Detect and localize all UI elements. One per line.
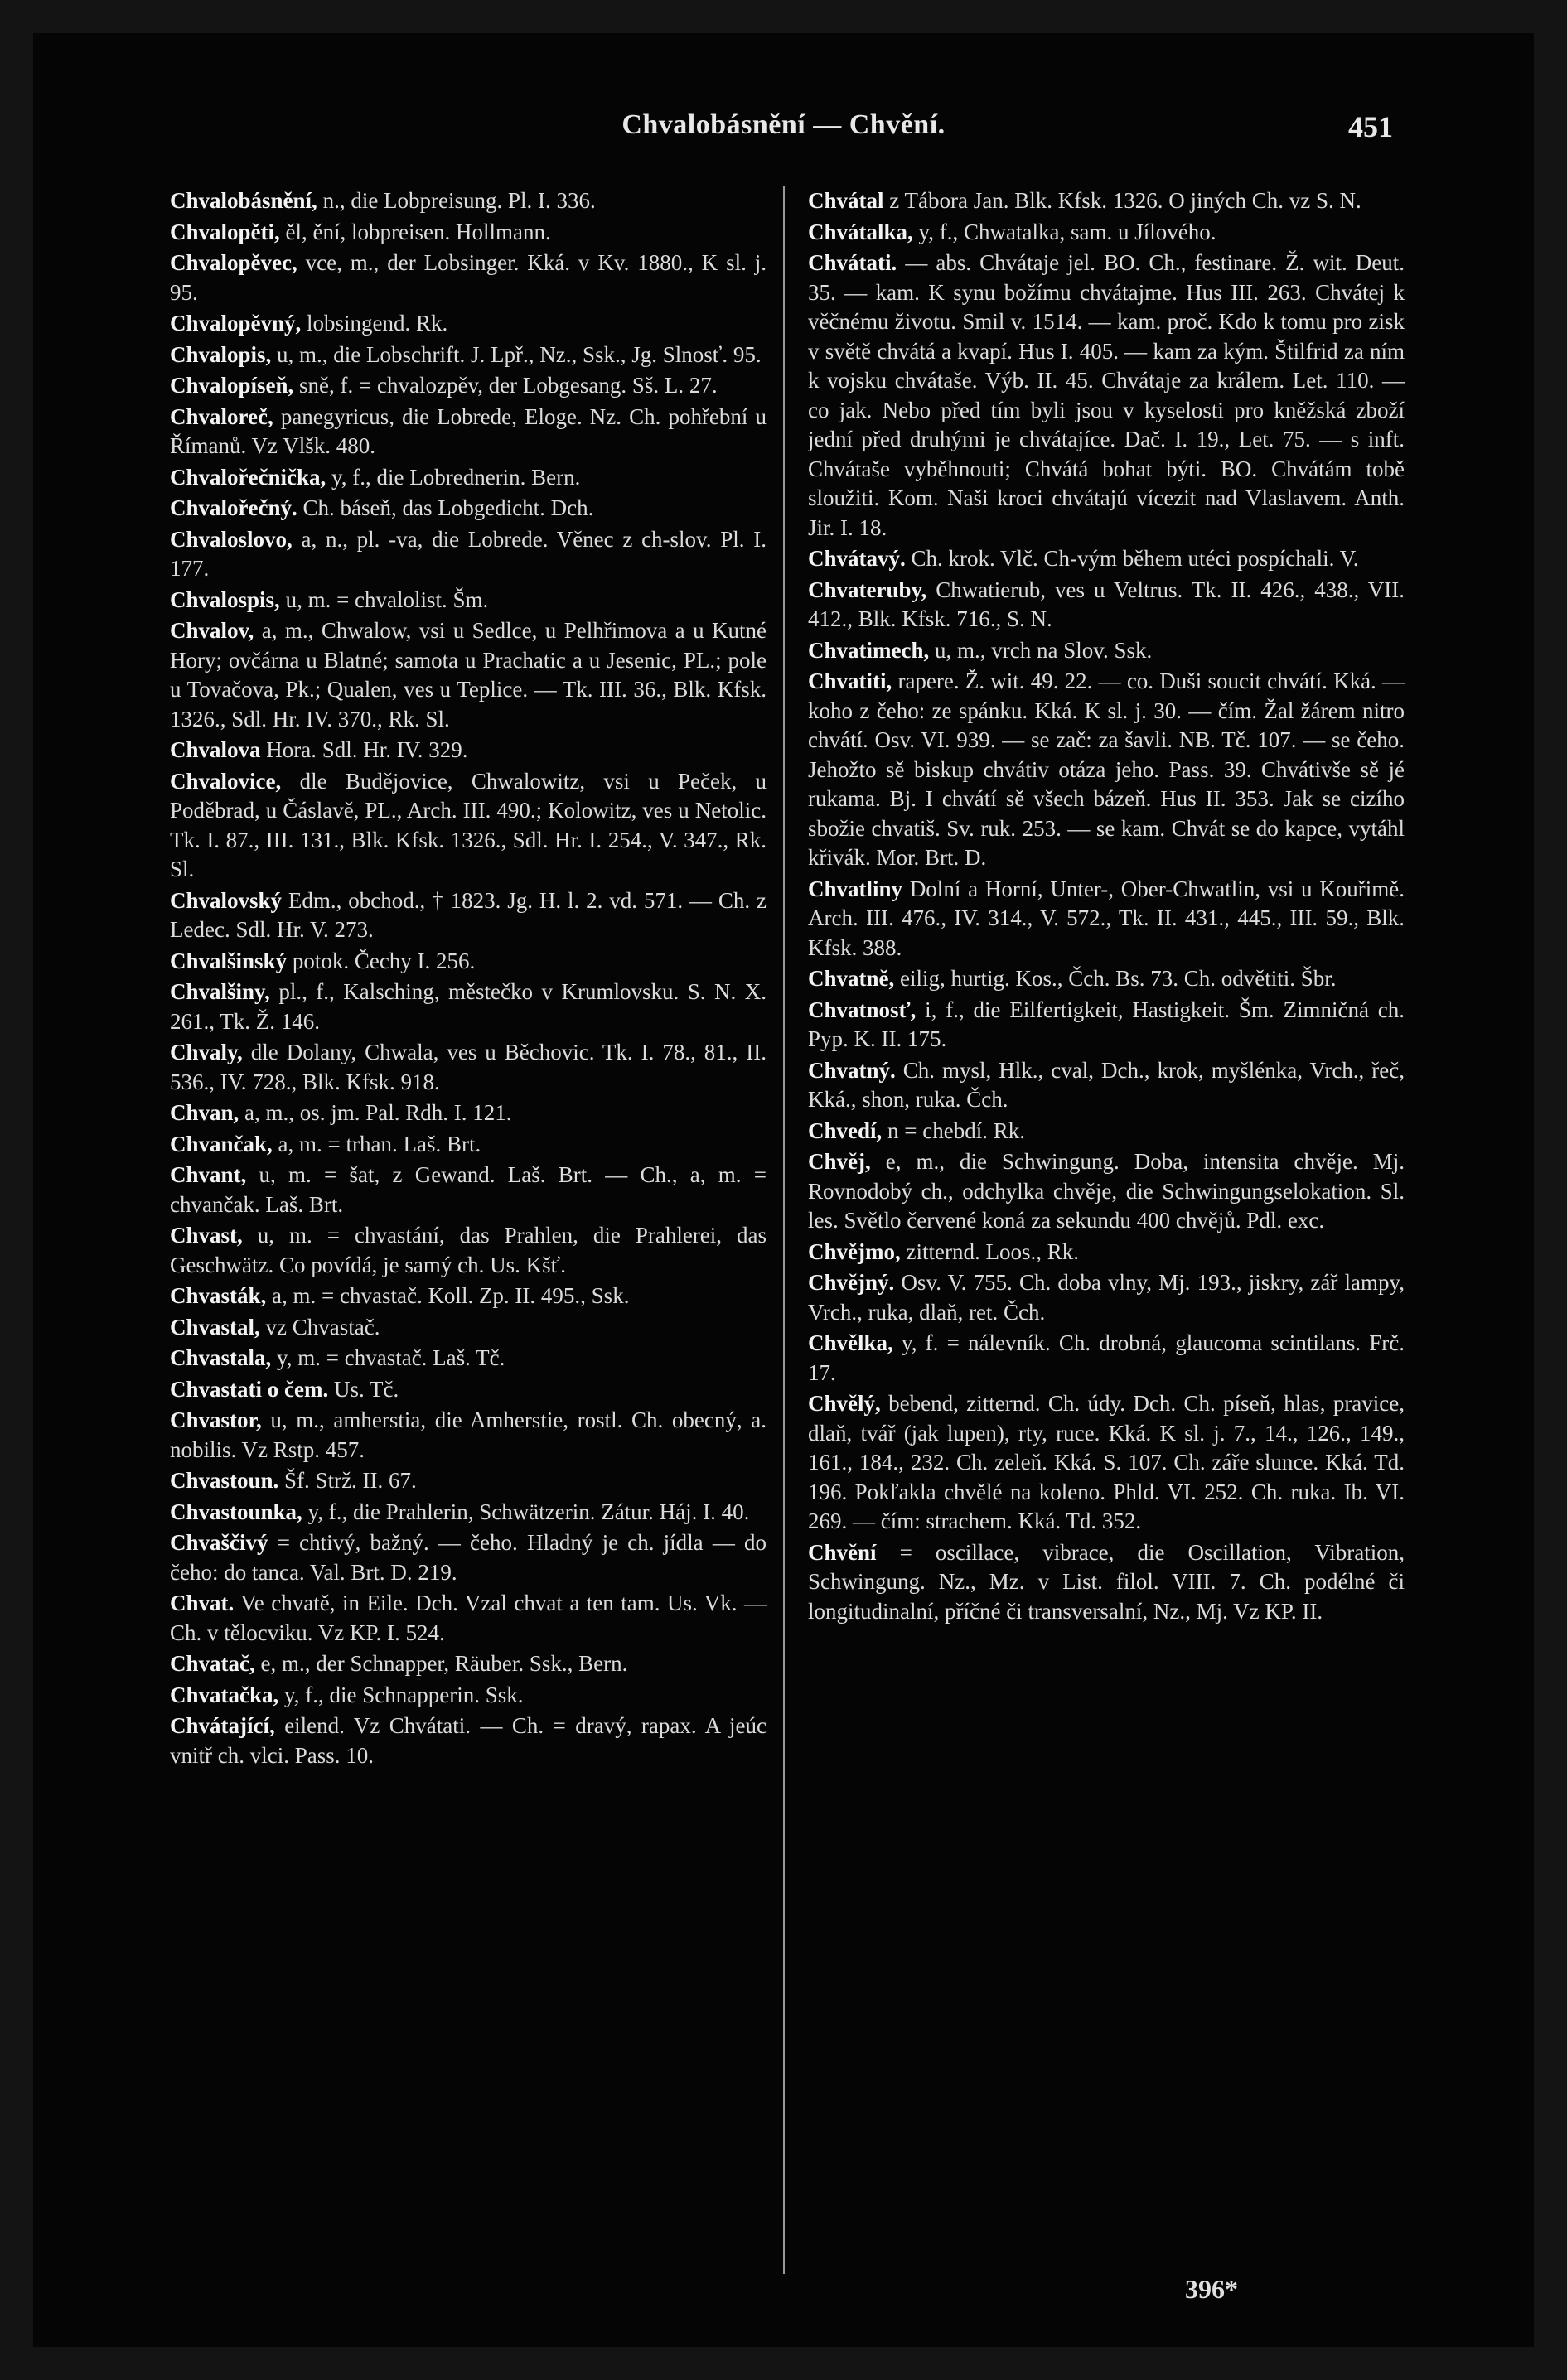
entry-headword: Chvastounka, (170, 1499, 302, 1524)
dictionary-entry (808, 1329, 1405, 1388)
entry-text: e, m., die Schwingung. Doba, intensita chvěje. Mj. Rovnodobý ch., odchylka chvěje, die Schwingungselokation. Sl. les. Světlo červené koná za sekundu 400 chvějů. Pdl. exc. (808, 1149, 1405, 1233)
entry-headword: Chvěj, (808, 1149, 871, 1174)
entry-text: a, m., os. jm. Pal. Rdh. I. 121. (244, 1100, 512, 1125)
dictionary-page (33, 33, 1534, 2347)
dictionary-entry (808, 1117, 1405, 1147)
entry-text: dle Budějovice, Chwalowitz, vsi u Peček, u Poděbrad, u Čáslavě, PL., Arch. III. 490.; Kolowitz, ves u Netolic. Tk. I. 87., III. 131., Blk. Kfsk. 1326., Sdl. Hr. I. 254., V. 347., Rk. Sl. (170, 768, 767, 881)
entry-headword: Chvělka, (808, 1330, 893, 1355)
entry-headword: Chvátalka, (808, 219, 913, 244)
dictionary-entry (808, 636, 1405, 666)
entry-text: a, n., pl. -va, die Lobrede. Věnec z ch-slov. Pl. I. 177. (170, 526, 767, 581)
dictionary-entry (170, 767, 767, 885)
entry-text: n., die Lobpreisung. Pl. I. 336. (322, 188, 596, 213)
entry-headword: Chvast, (170, 1223, 243, 1248)
entry-headword: Chvastoun. (170, 1468, 279, 1493)
entry-headword: Chvalopěti, (170, 219, 280, 244)
dictionary-entry (170, 736, 767, 765)
dictionary-entry (170, 1038, 767, 1097)
dictionary-entry (170, 586, 767, 616)
entry-text: u, m., vrch na Slov. Ssk. (934, 637, 1153, 663)
dictionary-entry (170, 1313, 767, 1343)
entry-text: Ch. krok. Vlč. Ch-vým během utéci pospíchali. V. (911, 546, 1359, 571)
entry-text: dle Dolany, Chwala, ves u Běchovic. Tk. I. 78., 81., II. 536., IV. 728., Blk. Kfsk. 918. (170, 1040, 767, 1094)
entry-headword: Chvalopis, (170, 341, 272, 367)
entry-text: sně, f. = chvalozpěv, der Lobgesang. Sš. L. 27. (299, 373, 718, 398)
dictionary-entry (170, 616, 767, 734)
entry-text: u, m. = chvastání, das Prahlen, die Prahlerei, das Geschwätz. Co povídá, je samý ch. Us. Kšť. (170, 1223, 767, 1277)
entry-text: eilig, hurtig. Kos., Čch. Bs. 73. Ch. odvětiti. Šbr. (900, 966, 1337, 991)
dictionary-entry (808, 249, 1405, 543)
dictionary-entry (170, 1649, 767, 1679)
entry-text: u, m., amherstia, die Amherstie, rostl. Ch. obecný, a. nobilis. Vz Rstp. 457. (170, 1407, 767, 1462)
left-column (170, 186, 767, 2274)
dictionary-entry (170, 1498, 767, 1528)
entry-headword: Chvalopěvný, (170, 311, 302, 336)
entry-headword: Chvalospis, (170, 587, 280, 612)
entry-text: u, m. = šat, z Gewand. Laš. Brt. — Ch., a, m. = chvančak. Laš. Brt. (170, 1162, 767, 1217)
dictionary-entry (808, 1389, 1405, 1537)
entry-headword: Chvastor, (170, 1407, 262, 1432)
column-divider (783, 186, 785, 2274)
entry-headword: Chvalořečnička, (170, 464, 326, 490)
dictionary-entry (808, 996, 1405, 1055)
entry-headword: Chvaloslovo, (170, 526, 293, 552)
entry-headword: Chvalořečný. (170, 495, 297, 520)
entry-headword: Chvatnosť, (808, 997, 917, 1022)
entry-text: Ch. mysl, Hlk., cval, Dch., krok, myšlénka, Vrch., řeč, Kká., shon, ruka. Čch. (808, 1057, 1405, 1112)
entry-headword: Chvátal (808, 188, 884, 213)
dictionary-entry (170, 1681, 767, 1711)
entry-headword: Chvalobásnění, (170, 188, 317, 213)
dictionary-entry (170, 463, 767, 493)
dictionary-entry (170, 1711, 767, 1770)
dictionary-entry (808, 875, 1405, 963)
entry-headword: Chvalova (170, 737, 261, 762)
entry-headword: Chvastati o čem. (170, 1376, 329, 1402)
dictionary-entry (808, 1056, 1405, 1115)
entry-text: Dolní a Horní, Unter-, Ober-Chwatlin, vsi u Kouřimě. Arch. III. 476., IV. 314., V. 572., Tk. II. 431., 445., III. 59., Blk. Kfsk. 388. (808, 876, 1405, 960)
entry-headword: Chvant, (170, 1162, 247, 1187)
entry-headword: Chvatimech, (808, 637, 930, 663)
entry-text: eilend. Vz Chvátati. — Ch. = dravý, rapax. A jeúc vnitř ch. vlci. Pass. 10. (170, 1713, 767, 1768)
entry-text: Edm., obchod., † 1823. Jg. H. l. 2. vd. 571. — Ch. z Ledec. Sdl. Hr. V. 273. (170, 887, 767, 942)
entry-text: Ve chvatě, in Eile. Dch. Vzal chvat a ten tam. Us. Vk. — Ch. v tělocviku. Vz KP. I. 524. (170, 1591, 767, 1645)
dictionary-entry (170, 403, 767, 461)
dictionary-entry (170, 1466, 767, 1496)
entry-text: y, m. = chvastač. Laš. Tč. (277, 1345, 505, 1370)
entry-text: a, m. = trhan. Laš. Brt. (278, 1131, 481, 1156)
entry-text: zitternd. Loos., Rk. (906, 1238, 1079, 1264)
dictionary-entry (170, 1589, 767, 1648)
entry-text: Ch. báseň, das Lobgedicht. Dch. (302, 495, 594, 520)
entry-headword: Chvat. (170, 1591, 235, 1615)
entry-text: pl., f., Kalsching, městečko v Krumlovsku. S. N. X. 261., Tk. Ž. 146. (170, 979, 767, 1034)
dictionary-entry (170, 309, 767, 339)
dictionary-entry (170, 1528, 767, 1587)
entry-headword: Chvastal, (170, 1314, 260, 1340)
entry-text: lobsingend. Rk. (307, 311, 448, 336)
entry-text: vz Chvastač. (265, 1314, 380, 1340)
entry-headword: Chvátati. (808, 250, 897, 275)
entry-headword: Chvedí, (808, 1118, 883, 1143)
entry-headword: Chvatačka, (170, 1682, 279, 1707)
dictionary-entry (808, 576, 1405, 635)
dictionary-entry (170, 1406, 767, 1465)
entry-text: y, f. = nálevník. Ch. drobná, glaucoma scintilans. Frč. 17. (808, 1330, 1405, 1385)
dictionary-entry (170, 1161, 767, 1219)
entry-headword: Chvasták, (170, 1283, 267, 1308)
entry-text: a, m., Chwalow, vsi u Sedlce, u Pelhřimova a u Kutné Hory; ovčárna u Blatné; samota u Prachatic a u Jesenic, PL.; pole u Tovačova, Pk.; Qualen, ves u Teplice. — Tk. III. 36., Blk. Kfsk. 1326., Sdl. Hr. IV. 370., Rk. Sl. (170, 618, 767, 731)
dictionary-entry (170, 1130, 767, 1160)
entry-headword: Chvátající, (170, 1713, 275, 1738)
entry-headword: Chvějný. (808, 1270, 895, 1295)
entry-headword: Chvateruby, (808, 577, 927, 602)
entry-text: vce, m., der Lobsinger. Kká. v Kv. 1880., K sl. j. 95. (170, 250, 767, 305)
dictionary-entry (808, 964, 1405, 994)
entry-text: i, f., die Eilfertigkeit, Hastigkeit. Šm. Zimničná ch. Pyp. K. II. 175. (808, 997, 1405, 1051)
entry-headword: Chvátavý. (808, 546, 906, 571)
dictionary-entry (808, 186, 1405, 216)
entry-headword: Chvalovice, (170, 768, 282, 794)
entry-headword: Chvalopěvec, (170, 250, 297, 275)
entry-text: ěl, ění, lobpreisen. Hollmann. (285, 219, 551, 244)
entry-text: potok. Čechy I. 256. (292, 948, 476, 973)
entry-headword: Chvalopíseň, (170, 373, 294, 398)
entry-headword: Chvatiti, (808, 669, 892, 693)
entry-text: z Tábora Jan. Blk. Kfsk. 1326. O jiných Ch. vz S. N. (889, 188, 1361, 213)
dictionary-entry (170, 186, 767, 216)
dictionary-entry (808, 1147, 1405, 1236)
entry-headword: Chvění (808, 1539, 877, 1565)
entry-text: Chwatierub, ves u Veltrus. Tk. II. 426., 438., VII. 412., Blk. Kfsk. 716., S. N. (808, 577, 1405, 631)
dictionary-entry (170, 525, 767, 584)
entry-text: Us. Tč. (333, 1376, 399, 1402)
entry-headword: Chvatný. (808, 1057, 896, 1083)
dictionary-entry (170, 886, 767, 945)
entry-text: y, f., die Schnapperin. Ssk. (284, 1682, 524, 1707)
printer-signature: 396* (1185, 2274, 1238, 2304)
entry-headword: Chvan, (170, 1100, 239, 1125)
dictionary-entry (170, 494, 767, 524)
entry-text: panegyricus, die Lobrede, Eloge. Nz. Ch. pohřební u Římanů. Vz Vlšk. 480. (170, 403, 767, 458)
entry-text: u, m. = chvalolist. Šm. (285, 587, 489, 612)
entry-headword: Chvalovský (170, 887, 283, 913)
entry-headword: Chvastala, (170, 1345, 272, 1370)
dictionary-entry (170, 1098, 767, 1128)
entry-headword: Chvaloreč, (170, 403, 273, 429)
entry-text: — abs. Chvátaje jel. BO. Ch., festinare. Ž. wit. Deut. 35. — kam. K synu božímu chvátajme. Hus III. 263. Chvátej k věčnému životu. Smil v. 1514. — kam. proč. Kdo k tomu pro zisk v světě chvátá a kvapí. Hus I. 405. — kam za kým. Štilfrid za ním k vojsku chvátaše. Výb. II. 45. Chvátaje za králem. Let. 110. — co jak. Nebo před tím byli jsou v kyselosti pro kněžská zboží jední před druhými je chvátajíce. Dač. I. 19., Let. 75. — s inft. Chvátaše vyběhnouti; Chvátá bohat býti. BO. Chvátám tobě sloužiti. Kom. Naši kroci chvátajú vícezit nad Vlaslavem. Anth. Jir. I. 18. (808, 250, 1405, 540)
dictionary-entry (808, 1238, 1405, 1267)
dictionary-entry (170, 1282, 767, 1311)
entry-headword: Chvančak, (170, 1131, 273, 1156)
entry-text: Šf. Strž. II. 67. (284, 1468, 417, 1493)
entry-headword: Chvělý, (808, 1391, 881, 1416)
entry-text: u, m., die Lobschrift. J. Lpř., Nz., Ssk., Jg. Slnosť. 95. (277, 341, 762, 367)
dictionary-entry (170, 340, 767, 370)
entry-headword: Chvatně, (808, 966, 895, 991)
entry-headword: Chvalšinský (170, 948, 288, 973)
dictionary-entry (808, 1268, 1405, 1327)
entry-text: Osv. V. 755. Ch. doba vlny, Mj. 193., jiskry, zář lampy, Vrch., ruka, dlaň, ret. Čch. (808, 1270, 1405, 1325)
entry-text: Hora. Sdl. Hr. IV. 329. (266, 737, 468, 762)
entry-headword: Chvaly, (170, 1040, 243, 1064)
page-title: Chvalobásnění — Chvění. (621, 109, 946, 140)
dictionary-entry (808, 1538, 1405, 1627)
dictionary-entry (808, 667, 1405, 873)
page-number: 451 (1348, 110, 1393, 143)
dictionary-entry (170, 1344, 767, 1373)
entry-text: rapere. Ž. wit. 49. 22. — co. Duši soucit chvátí. Kká. — koho z čeho: ze spánku. Kká. K sl. j. 30. — čím. Žal žárem nitro chvátí. Osv. VI. 939. — se zač: za šavli. NB. Tč. 107. — se čeho. Jehožto sě biskup chvátiv otáza jeho. Pass. 39. Chvátivše sě jé rukama. Bj. I chvátí sě všech bázeň. Hus II. 353. Jak se cizího sbožie chvatiš. Sv. ruk. 253. — se kam. Chvát se do kapce, vytáhl křivák. Mor. Brt. D. (808, 669, 1405, 870)
entry-headword: Chvějmo, (808, 1238, 901, 1264)
entry-text: e, m., der Schnapper, Räuber. Ssk., Bern. (260, 1651, 628, 1676)
entry-text: y, f., die Lobrednerin. Bern. (331, 464, 581, 490)
dictionary-entry (170, 978, 767, 1036)
dictionary-entry (170, 371, 767, 401)
entry-headword: Chvaščivý (170, 1530, 268, 1555)
entry-headword: Chvalov, (170, 618, 254, 643)
entry-text: n = chebdí. Rk. (887, 1118, 1025, 1143)
entry-headword: Chvalšiny, (170, 979, 270, 1004)
entry-text: y, f., Chwatalka, sam. u Jílového. (918, 219, 1216, 244)
dictionary-entry (808, 544, 1405, 574)
entry-text: y, f., die Prahlerin, Schwätzerin. Zátur. Háj. I. 40. (307, 1499, 750, 1524)
dictionary-entry (170, 218, 767, 248)
dictionary-entry (170, 1221, 767, 1280)
entry-headword: Chvatliny (808, 876, 903, 901)
dictionary-entry (170, 1375, 767, 1405)
right-column (808, 186, 1405, 2274)
entry-text: bebend, zitternd. Ch. údy. Dch. Ch. píseň, hlas, pravice, dlaň, tvář (jak lupen), rty, ruce. Kká. K sl. j. 7., 14., 126., 149., 161., 184., 232. Ch. zeleň. Kká. S. 107. Ch. záře slunce. Kká. Td. 196. Pokľakla chvělé na koleno. Phld. VI. 252. Ch. ruka. Ib. VI. 269. — čím: strachem. Kká. Td. 352. (808, 1391, 1405, 1533)
dictionary-entry (170, 947, 767, 977)
entry-headword: Chvatač, (170, 1651, 255, 1676)
entry-text: a, m. = chvastač. Koll. Zp. II. 495., Ssk. (272, 1283, 630, 1308)
dictionary-entry (808, 218, 1405, 248)
dictionary-entry (170, 249, 767, 307)
entry-text: = chtivý, bažný. — čeho. Hladný je ch. jídla — do čeho: do tanca. Val. Brt. D. 219. (170, 1530, 767, 1585)
entry-text: = oscillace, vibrace, die Oscillation, Vibration, Schwingung. Nz., Mz. v List. filol. VIII. 7. Ch. podélné či longitudinalní, příčné či transversalní, Nz., Mj. Vz KP. II. (808, 1539, 1405, 1624)
page-header (33, 109, 1534, 159)
